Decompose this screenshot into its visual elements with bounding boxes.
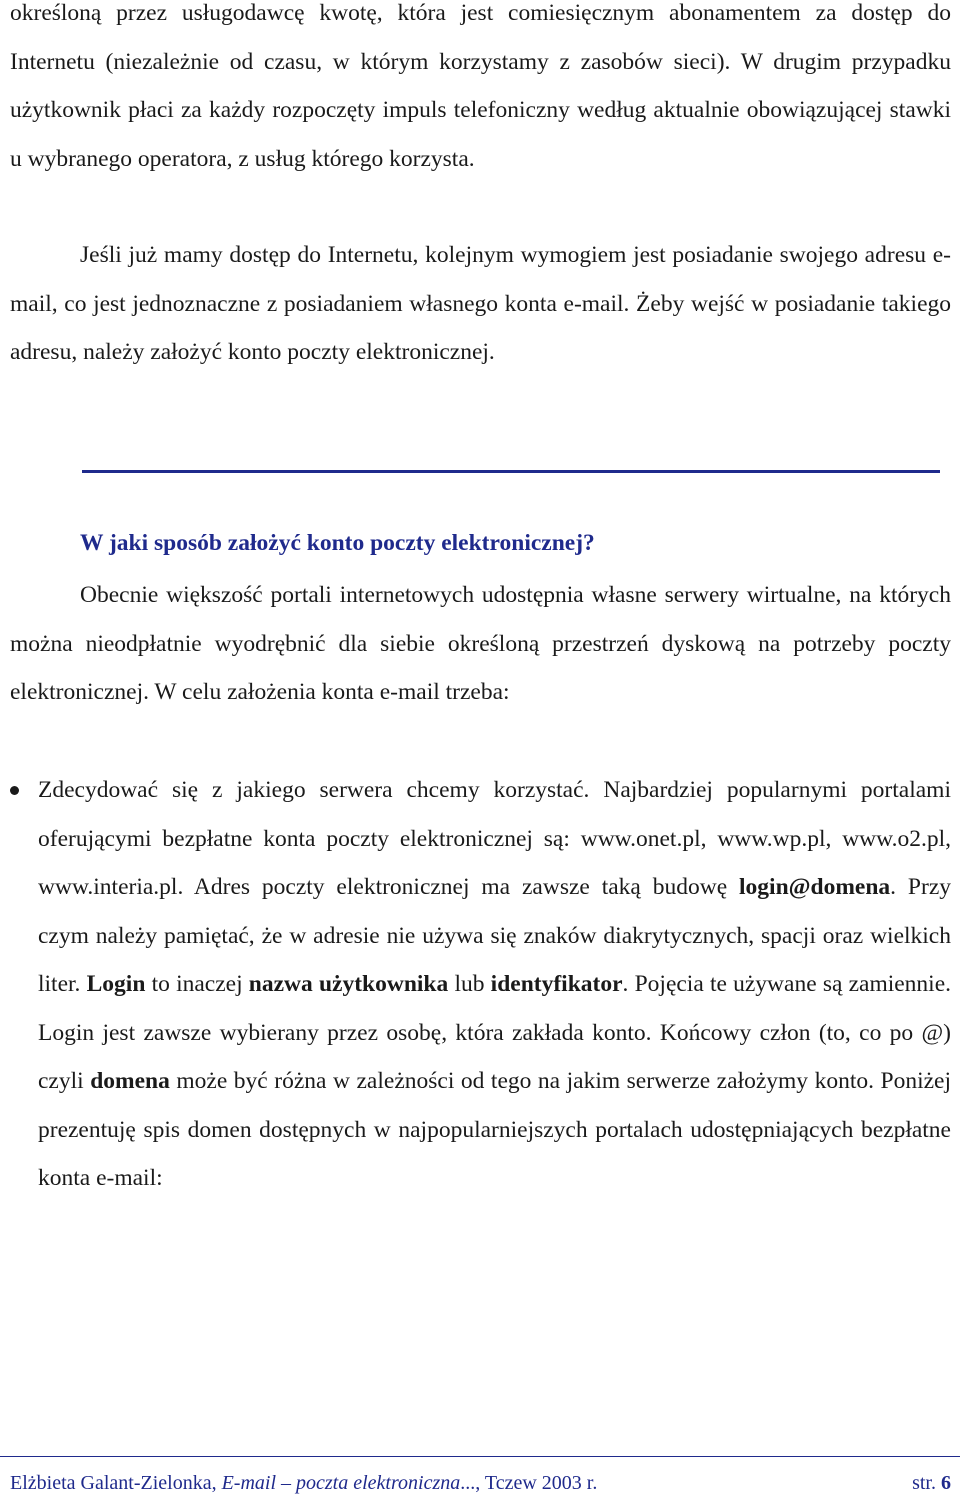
bullet-text: może być różna w zależności od tego na jakim serwerze założymy konto. Poniżej prezentuję spis domen dostępnych w najpopularniejszych portalach udostępniających bezpłatne konta e-mail:	[38, 1068, 951, 1191]
bullet-text: . Pojęcia te używane są zamiennie. Login jest zawsze wybierany przez osobę, która zakłada konto. Końcowy człon (to, co po @) czyli	[38, 971, 952, 1094]
bullet-icon	[10, 786, 19, 795]
bold-term-username: nazwa użytkownika	[248, 971, 449, 997]
footer-citation	[10, 1471, 597, 1495]
bold-term-login-domena: login@domena	[739, 874, 891, 900]
bold-term-login: Login	[86, 971, 146, 997]
bullet-item-1	[38, 766, 951, 1203]
page-number	[912, 1471, 951, 1495]
paragraph-3: Obecnie większość portali internetowych udostępnia własne serwery wirtualne, na których można nieodpłatnie wyodrębnić dla siebie określoną przestrzeń dyskową na potrzeby poczty elektronicznej. W celu założenia konta e-mail trzeba:	[10, 582, 951, 705]
page-number-value: 6	[941, 1472, 951, 1494]
footer-rule	[0, 1456, 960, 1457]
footer-place-date: ..., Tczew 2003 r.	[460, 1472, 598, 1494]
paragraph-1: określoną przez usługodawcę kwotę, która jest comiesięcznym abonamentem za dostęp do Internetu (niezależnie od czasu, w którym korzystamy z zasobów sieci). W drugim przypadku użytkownik płaci za każdy rozpoczęty impuls telefoniczny według aktualnie obowiązującej stawki u wybranego operatora, z usług którego korzysta.	[10, 0, 951, 172]
section-divider	[82, 470, 940, 473]
bold-term-identifier: identyfikator	[490, 971, 623, 997]
paragraph-2: Jeśli już mamy dostęp do Internetu, kolejnym wymogiem jest posiadanie swojego adresu e-mail, co jest jednoznaczne z posiadaniem własnego konta e-mail. Żeby wejść w posiadanie takiego adresu, należy założyć konto poczty elektronicznej.	[10, 242, 951, 365]
footer-title: E-mail – poczta elektroniczna	[221, 1472, 461, 1494]
bullet-text: . Przy czym należy pamiętać, że w adresie nie używa się znaków diakrytycznych, spacji oraz wielkich liter.	[38, 874, 952, 997]
bullet-text: to inaczej	[145, 971, 249, 997]
bold-term-domain: domena	[90, 1068, 170, 1094]
bullet-text: Zdecydować się z jakiego serwera chcemy korzystać. Najbardziej popularnymi portalami oferującymi bezpłatne konta poczty elektronicznej są: www.onet.pl, www.wp.pl, www.o2.pl, www.interia.pl. Adres poczty elektronicznej ma zawsze taką budowę	[38, 777, 951, 900]
section-heading: W jaki sposób założyć konto poczty elektronicznej?	[80, 530, 595, 556]
bullet-text: lub	[448, 971, 491, 997]
page-label: str.	[912, 1472, 941, 1494]
footer-author: Elżbieta Galant-Zielonka,	[10, 1472, 222, 1494]
